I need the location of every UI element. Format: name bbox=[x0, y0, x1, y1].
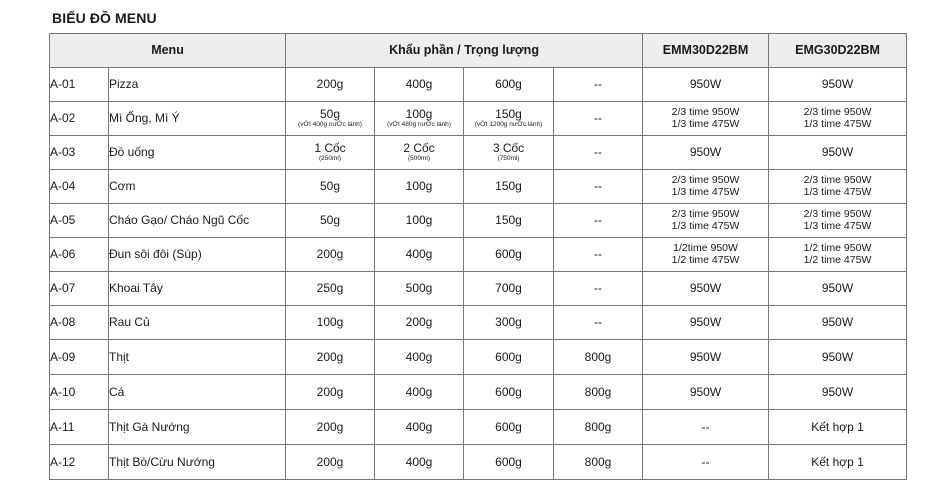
power-line: 950W bbox=[821, 315, 854, 330]
portion-note: (500ml) bbox=[407, 154, 431, 162]
portion-value: 600g bbox=[495, 384, 522, 399]
power-line: Kết hợp 1 bbox=[811, 419, 864, 434]
portion-value: 400g bbox=[405, 384, 433, 399]
model-1-power bbox=[643, 68, 769, 102]
power-line: -- bbox=[701, 454, 710, 469]
menu-code: A-01 bbox=[50, 68, 109, 102]
menu-name: Thịt Bò/Cừu Nướng bbox=[109, 445, 286, 480]
portion-value: 100g bbox=[405, 213, 433, 228]
menu-name: Mì Ống, Mì Ý bbox=[109, 102, 286, 136]
table-row bbox=[50, 102, 907, 136]
portion-value: 250g bbox=[316, 281, 344, 296]
model-2-power bbox=[769, 375, 907, 410]
model-1-power bbox=[643, 375, 769, 410]
model-1-power bbox=[643, 136, 769, 170]
model-1-power bbox=[643, 102, 769, 136]
portion-cell bbox=[375, 136, 464, 170]
portion-cell bbox=[554, 102, 643, 136]
header-model-2: EMG30D22BM bbox=[769, 34, 907, 68]
portion-cell bbox=[375, 306, 464, 340]
portion-value: 600g bbox=[495, 77, 522, 92]
power-line: 950W bbox=[821, 145, 854, 160]
power-line: 1/2 time 475W bbox=[803, 253, 872, 266]
portion-cell bbox=[375, 102, 464, 136]
menu-code: A-05 bbox=[50, 204, 109, 238]
portion-value: 600g bbox=[495, 349, 522, 364]
model-2-power bbox=[769, 68, 907, 102]
portion-value: 700g bbox=[495, 281, 522, 296]
model-1-power bbox=[643, 204, 769, 238]
menu-code: A-09 bbox=[50, 340, 109, 375]
menu-name: Đun sôi đôi (Súp) bbox=[109, 238, 286, 272]
portion-cell bbox=[286, 272, 375, 306]
model-2-power bbox=[769, 410, 907, 445]
model-2-power bbox=[769, 306, 907, 340]
portion-value: -- bbox=[594, 77, 603, 92]
portion-value: 200g bbox=[316, 384, 344, 399]
portion-value: 200g bbox=[316, 349, 344, 364]
portion-value: -- bbox=[594, 111, 603, 126]
portion-note: (750ml) bbox=[497, 154, 520, 162]
portion-cell bbox=[554, 238, 643, 272]
menu-code: A-12 bbox=[50, 445, 109, 480]
portion-cell bbox=[464, 136, 554, 170]
menu-name: Cá bbox=[109, 375, 286, 410]
portion-value: 600g bbox=[495, 247, 522, 262]
menu-code: A-02 bbox=[50, 102, 109, 136]
power-line: 2/3 time 950W bbox=[803, 207, 872, 220]
portion-value: 100g bbox=[405, 179, 433, 194]
portion-note: (vỚI 480g nưỚc lánh) bbox=[387, 120, 451, 128]
portion-cell bbox=[554, 136, 643, 170]
portion-note: (vỚI 400g nưỚc lánh) bbox=[298, 120, 362, 128]
page-title: BIỂU ĐỒ MENU bbox=[52, 10, 157, 26]
portion-cell bbox=[375, 204, 464, 238]
model-1-power bbox=[643, 272, 769, 306]
portion-cell bbox=[464, 68, 554, 102]
portion-value: 800g bbox=[584, 349, 612, 364]
model-2-power bbox=[769, 204, 907, 238]
model-2-power bbox=[769, 340, 907, 375]
power-line: 950W bbox=[689, 315, 722, 330]
portion-cell bbox=[554, 204, 643, 238]
portion-cell bbox=[286, 306, 375, 340]
table-row bbox=[50, 410, 907, 445]
power-line: 1/2time 950W bbox=[673, 241, 738, 254]
portion-note: (vỚI 1200g nưỚc lánh) bbox=[474, 120, 543, 128]
menu-name: Thịt bbox=[109, 340, 286, 375]
model-2-power bbox=[769, 170, 907, 204]
model-2-power bbox=[769, 102, 907, 136]
portion-value: 400g bbox=[405, 247, 433, 262]
portion-value: 150g bbox=[495, 179, 522, 194]
menu-name: Pizza bbox=[109, 68, 286, 102]
portion-value: 400g bbox=[405, 454, 433, 469]
menu-name: Cơm bbox=[109, 170, 286, 204]
portion-cell bbox=[286, 238, 375, 272]
portion-cell bbox=[464, 410, 554, 445]
portion-cell bbox=[286, 375, 375, 410]
portion-cell bbox=[464, 375, 554, 410]
portion-cell bbox=[375, 238, 464, 272]
menu-name: Rau Củ bbox=[109, 306, 286, 340]
power-line: 950W bbox=[689, 281, 722, 296]
portion-cell bbox=[464, 272, 554, 306]
portion-cell bbox=[554, 272, 643, 306]
table-row bbox=[50, 136, 907, 170]
power-line: 950W bbox=[821, 77, 854, 92]
power-line: -- bbox=[701, 419, 710, 434]
portion-value: 400g bbox=[405, 77, 433, 92]
table-row bbox=[50, 204, 907, 238]
portion-value: 600g bbox=[495, 419, 522, 434]
power-line: 950W bbox=[689, 77, 722, 92]
portion-cell bbox=[375, 375, 464, 410]
portion-cell bbox=[375, 272, 464, 306]
power-line: 950W bbox=[689, 145, 722, 160]
portion-cell bbox=[286, 68, 375, 102]
model-1-power bbox=[643, 238, 769, 272]
portion-value: 800g bbox=[584, 454, 612, 469]
menu-code: A-06 bbox=[50, 238, 109, 272]
power-line: 1/3 time 475W bbox=[671, 185, 740, 198]
model-1-power bbox=[643, 306, 769, 340]
menu-code: A-03 bbox=[50, 136, 109, 170]
portion-value: 800g bbox=[584, 419, 612, 434]
table-row bbox=[50, 340, 907, 375]
power-line: 2/3 time 950W bbox=[671, 207, 740, 220]
portion-value: 400g bbox=[405, 349, 433, 364]
portion-cell bbox=[375, 445, 464, 480]
portion-value: 150g bbox=[495, 107, 522, 122]
portion-cell bbox=[554, 340, 643, 375]
header-portion: Khẩu phần / Trọng lượng bbox=[286, 34, 643, 68]
model-1-power bbox=[643, 340, 769, 375]
portion-cell bbox=[375, 170, 464, 204]
power-line: 950W bbox=[689, 349, 722, 364]
menu-code: A-08 bbox=[50, 306, 109, 340]
portion-cell bbox=[286, 204, 375, 238]
power-line: 1/2 time 950W bbox=[803, 241, 872, 254]
portion-value: 150g bbox=[495, 213, 522, 228]
power-line: 950W bbox=[689, 384, 722, 399]
portion-cell bbox=[554, 375, 643, 410]
power-line: 1/3 time 475W bbox=[803, 117, 872, 130]
portion-value: -- bbox=[594, 179, 603, 194]
portion-value: 200g bbox=[316, 419, 344, 434]
portion-value: -- bbox=[594, 281, 603, 296]
power-line: 1/3 time 475W bbox=[803, 219, 872, 232]
menu-table bbox=[49, 33, 907, 480]
portion-value: 500g bbox=[405, 281, 433, 296]
table-row bbox=[50, 445, 907, 480]
portion-cell bbox=[554, 170, 643, 204]
portion-value: 600g bbox=[495, 454, 522, 469]
table-row bbox=[50, 375, 907, 410]
portion-note: (250ml) bbox=[318, 154, 342, 162]
table-row bbox=[50, 170, 907, 204]
power-line: 1/2 time 475W bbox=[671, 253, 740, 266]
power-line: 1/3 time 475W bbox=[671, 117, 740, 130]
table-row bbox=[50, 238, 907, 272]
portion-cell bbox=[375, 410, 464, 445]
portion-value: 400g bbox=[405, 419, 433, 434]
portion-cell bbox=[464, 445, 554, 480]
power-line: 950W bbox=[821, 349, 854, 364]
model-2-power bbox=[769, 136, 907, 170]
power-line: 2/3 time 950W bbox=[803, 173, 872, 186]
portion-value: 100g bbox=[405, 107, 433, 122]
portion-cell bbox=[464, 340, 554, 375]
model-1-power bbox=[643, 445, 769, 480]
menu-name: Cháo Gạo/ Cháo Ngũ Cốc bbox=[109, 204, 286, 238]
portion-value: -- bbox=[594, 145, 603, 160]
portion-cell bbox=[554, 410, 643, 445]
model-2-power bbox=[769, 238, 907, 272]
portion-cell bbox=[286, 136, 375, 170]
portion-cell bbox=[375, 68, 464, 102]
menu-name: Khoai Tây bbox=[109, 272, 286, 306]
model-1-power bbox=[643, 170, 769, 204]
power-line: 950W bbox=[821, 384, 854, 399]
portion-cell bbox=[286, 445, 375, 480]
portion-value: 200g bbox=[316, 77, 344, 92]
portion-cell bbox=[554, 68, 643, 102]
portion-cell bbox=[286, 102, 375, 136]
portion-cell bbox=[464, 204, 554, 238]
power-line: 2/3 time 950W bbox=[671, 105, 740, 118]
portion-value: 100g bbox=[316, 315, 344, 330]
portion-value: 50g bbox=[320, 213, 341, 228]
portion-value: 200g bbox=[316, 247, 344, 262]
portion-value: 800g bbox=[584, 384, 612, 399]
portion-value: 50g bbox=[320, 179, 341, 194]
portion-cell bbox=[464, 170, 554, 204]
portion-value: 300g bbox=[495, 315, 522, 330]
portion-value: -- bbox=[594, 213, 603, 228]
menu-code: A-04 bbox=[50, 170, 109, 204]
portion-value: -- bbox=[594, 315, 603, 330]
portion-value: 200g bbox=[316, 454, 344, 469]
menu-name: Thịt Gà Nướng bbox=[109, 410, 286, 445]
model-1-power bbox=[643, 410, 769, 445]
table-row bbox=[50, 306, 907, 340]
portion-cell bbox=[286, 340, 375, 375]
portion-cell bbox=[464, 238, 554, 272]
power-line: 2/3 time 950W bbox=[671, 173, 740, 186]
portion-value: -- bbox=[594, 247, 603, 262]
portion-value: 3 Cốc bbox=[492, 141, 525, 156]
table-row bbox=[50, 68, 907, 102]
menu-code: A-07 bbox=[50, 272, 109, 306]
power-line: Kết hợp 1 bbox=[811, 454, 864, 469]
portion-cell bbox=[464, 102, 554, 136]
model-2-power bbox=[769, 272, 907, 306]
portion-cell bbox=[554, 445, 643, 480]
portion-cell bbox=[375, 340, 464, 375]
portion-value: 2 Cốc bbox=[403, 141, 435, 156]
portion-cell bbox=[464, 306, 554, 340]
portion-cell bbox=[286, 410, 375, 445]
menu-code: A-10 bbox=[50, 375, 109, 410]
portion-value: 200g bbox=[405, 315, 433, 330]
portion-cell bbox=[286, 170, 375, 204]
header-model-1: EMM30D22BM bbox=[643, 34, 769, 68]
portion-value: 1 Cốc bbox=[314, 141, 346, 156]
portion-cell bbox=[554, 306, 643, 340]
table-row bbox=[50, 272, 907, 306]
menu-name: Đồ uống bbox=[109, 136, 286, 170]
table-header-row bbox=[50, 34, 907, 68]
portion-value: 50g bbox=[320, 107, 341, 122]
power-line: 2/3 time 950W bbox=[803, 105, 872, 118]
power-line: 1/3 time 475W bbox=[671, 219, 740, 232]
power-line: 1/3 time 475W bbox=[803, 185, 872, 198]
header-menu: Menu bbox=[50, 34, 286, 68]
menu-code: A-11 bbox=[50, 410, 109, 445]
power-line: 950W bbox=[821, 281, 854, 296]
model-2-power bbox=[769, 445, 907, 480]
